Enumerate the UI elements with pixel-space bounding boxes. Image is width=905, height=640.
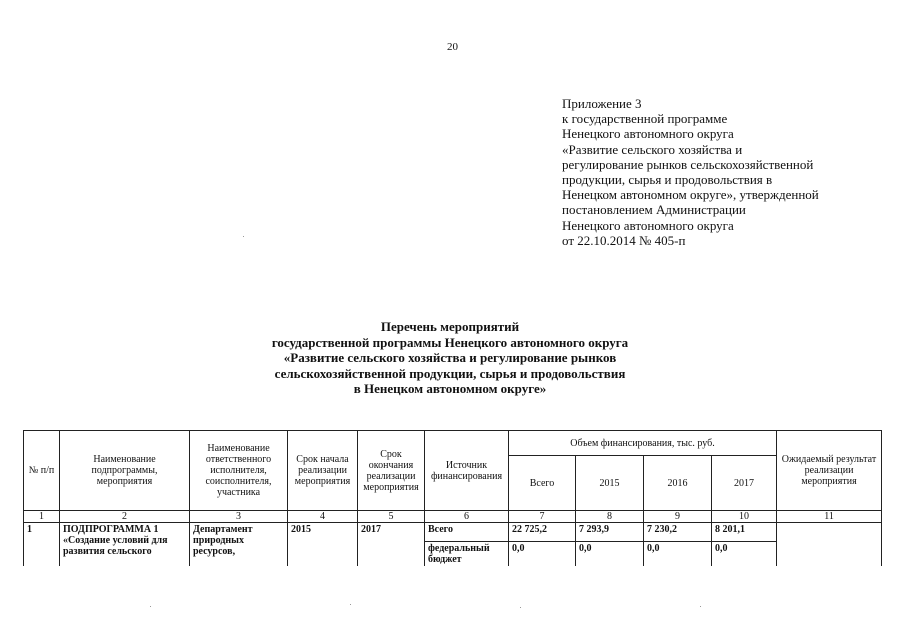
scan-speck (700, 606, 701, 607)
row-responsible-line: Департамент (193, 524, 253, 535)
row-source-federal-line: федеральный (428, 543, 490, 554)
row-result (777, 523, 882, 567)
column-number: 11 (777, 511, 882, 523)
appendix-line: от 22.10.2014 № 405-п (562, 232, 686, 248)
column-number: 6 (425, 511, 509, 523)
header-2017: 2017 (712, 456, 777, 511)
title-line: в Ненецком автономном округе» (353, 381, 547, 396)
header-name: Наименование подпрограммы, мероприятия (60, 431, 190, 511)
page-number: 20 (447, 41, 458, 53)
row-name (60, 523, 190, 567)
header-end: Срок окончания реализации мероприятия (358, 431, 425, 511)
appendix-note (562, 96, 892, 248)
appendix-line: Ненецком автономном округе», утвержденной (562, 187, 819, 203)
measures-table (23, 430, 882, 566)
row-source-total: Всего (425, 523, 509, 542)
document-title (150, 319, 750, 397)
column-number: 8 (576, 511, 644, 523)
column-number: 9 (644, 511, 712, 523)
row-2017: 8 201,1 (712, 523, 777, 542)
row-start: 2015 (288, 523, 358, 567)
row-fed-2016: 0,0 (644, 542, 712, 567)
header-start: Срок начала реализации мероприятия (288, 431, 358, 511)
appendix-line: «Развитие сельского хозяйства и (562, 141, 743, 157)
row-responsible (190, 523, 288, 567)
row-end: 2017 (358, 523, 425, 567)
title-line: сельскохозяйственной продукции, сырья и продовольствия (274, 365, 626, 381)
row-name-line: ПОДПРОГРАММА 1 (63, 524, 159, 535)
column-number: 4 (288, 511, 358, 523)
header-source: Источник финансирования (425, 431, 509, 511)
appendix-line: постановлением Администрации (562, 202, 746, 218)
row-fed-total: 0,0 (509, 542, 576, 567)
row-fed-2015: 0,0 (576, 542, 644, 567)
scan-speck (243, 236, 244, 237)
column-number: 3 (190, 511, 288, 523)
appendix-line: Приложение 3 (562, 96, 642, 111)
column-number: 5 (358, 511, 425, 523)
row-fed-2017: 0,0 (712, 542, 777, 567)
appendix-line: Ненецкого автономного округа (562, 217, 734, 233)
header-result: Ожидаемый результат реализации мероприятия (777, 431, 882, 511)
column-numbers-row (24, 511, 882, 523)
title-line: «Развитие сельского хозяйства и регулирование рынков (283, 350, 617, 365)
header-total: Всего (509, 456, 576, 511)
appendix-line: Ненецкого автономного округа (562, 126, 734, 142)
scan-speck (150, 606, 151, 607)
appendix-line: регулирование рынков сельскохозяйственной (562, 156, 814, 172)
title-line: государственной программы Ненецкого автономного округа (271, 334, 629, 350)
header-num: № п/п (24, 431, 60, 511)
scan-speck (520, 607, 521, 608)
appendix-line: к государственной программе (562, 111, 728, 127)
header-2015: 2015 (576, 456, 644, 511)
row-name-line: развития сельского (63, 546, 152, 557)
row-name-line: «Создание условий для (63, 535, 168, 546)
column-number: 1 (24, 511, 60, 523)
row-source-federal (425, 542, 509, 567)
header-2016: 2016 (644, 456, 712, 511)
row-responsible-line: природных (193, 535, 244, 546)
appendix-line: продукции, сырья и продовольствия в (562, 172, 773, 188)
scan-speck (350, 604, 351, 605)
row-2016: 7 230,2 (644, 523, 712, 542)
row-2015: 7 293,9 (576, 523, 644, 542)
row-num: 1 (24, 523, 60, 567)
row-source-federal-line: бюджет (428, 554, 462, 565)
column-number: 2 (60, 511, 190, 523)
title-line: Перечень мероприятий (380, 319, 520, 334)
row-total: 22 725,2 (509, 523, 576, 542)
header-responsible: Наименование ответственного исполнителя, соисполнителя, участника (190, 431, 288, 511)
header-funding-group: Объем финансирования, тыс. руб. (509, 431, 777, 456)
table-header-row (24, 431, 882, 456)
column-number: 7 (509, 511, 576, 523)
row-responsible-line: ресурсов, (193, 546, 236, 557)
column-number: 10 (712, 511, 777, 523)
table-row (24, 523, 882, 542)
